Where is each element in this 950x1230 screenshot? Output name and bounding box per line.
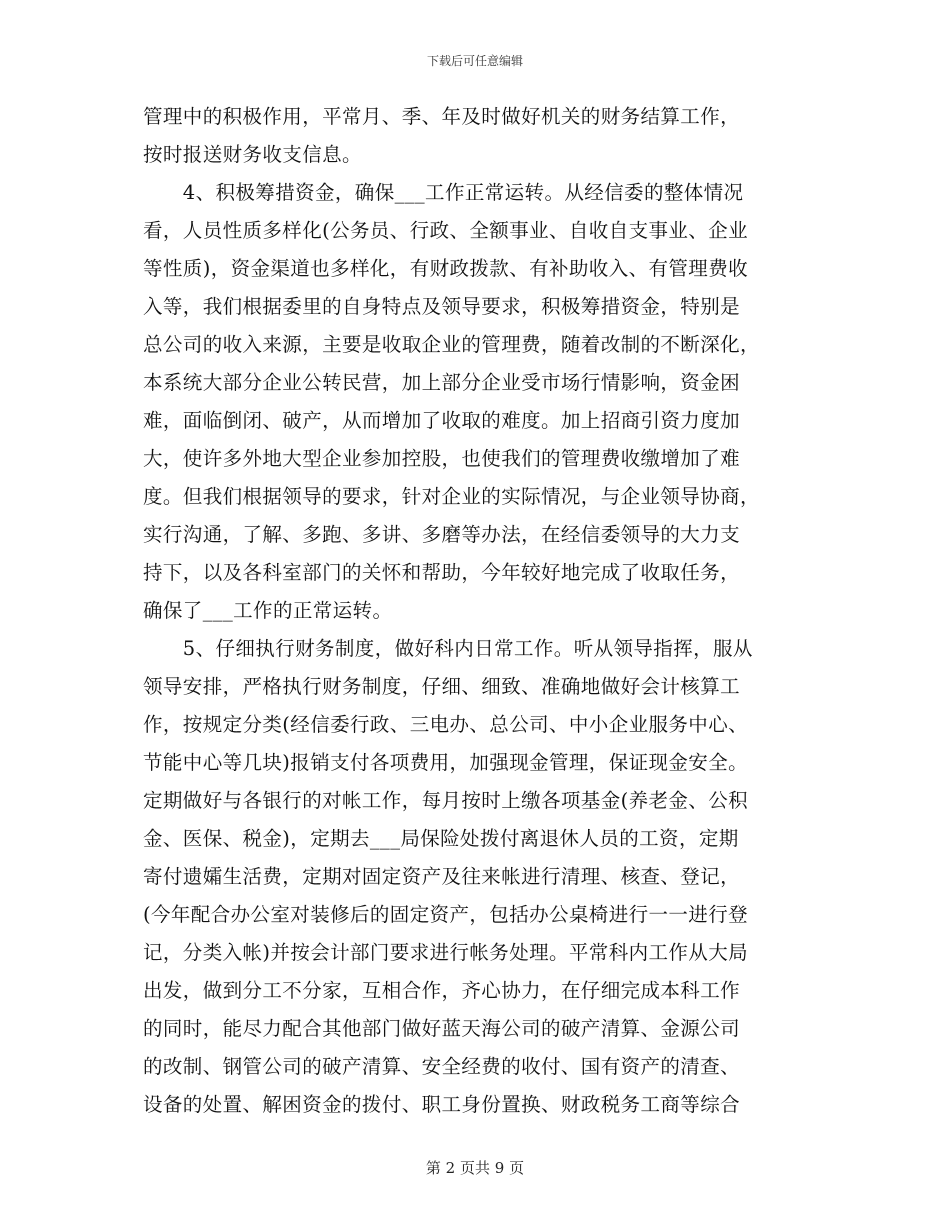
text-line: 确保了___工作的正常运转。 — [143, 599, 393, 622]
text-line: 按时报送财务收支信息。 — [143, 143, 362, 166]
text-line: 寄付遗孀生活费，定期对固定资产及往来帐进行清理、核查、登记， — [143, 865, 741, 888]
text-line: 4、积极筹措资金，确保___工作正常运转。从经信委的整体情况 — [143, 181, 744, 204]
text-line: 金、医保、税金)，定期去___局保险处拨付离退休人员的工资，定期 — [143, 827, 739, 850]
text-line: 领导安排，严格执行财务制度，仔细、细致、准确地做好会计核算工 — [143, 675, 741, 698]
text-line: 实行沟通，了解、多跑、多讲、多磨等办法，在经信委领导的大力支 — [143, 523, 741, 546]
text-line: 出发，做到分工不分家，互相合作，齐心协力，在仔细完成本科工作 — [143, 979, 741, 1002]
text-line: 节能中心等几块)报销支付各项费用，加强现金管理，保证现金安全。 — [143, 751, 749, 774]
text-line: 本系统大部分企业公转民营，加上部分企业受市场行情影响，资金困 — [143, 371, 741, 394]
page-header: 下载后可任意编辑 — [426, 54, 523, 68]
text-line: 持下，以及各科室部门的关怀和帮助，今年较好地完成了收取任务， — [143, 561, 741, 584]
text-line: 等性质)，资金渠道也多样化，有财政拨款、有补助收入、有管理费收 — [143, 257, 749, 280]
text-line: 记，分类入帐)并按会计部门要求进行帐务处理。平常科内工作从大局 — [143, 941, 749, 964]
text-line: 的改制、钢管公司的破产清算、安全经费的收付、国有资产的清查、 — [143, 1055, 741, 1078]
text-line: 难，面临倒闭、破产，从而增加了收取的难度。加上招商引资力度加 — [143, 409, 741, 432]
text-line: 作，按规定分类(经信委行政、三电办、总公司、中小企业服务中心、 — [143, 713, 749, 736]
text-line: 入等，我们根据委里的自身特点及领导要求，积极筹措资金，特别是 — [143, 295, 741, 318]
document-body — [143, 98, 813, 1124]
text-line: 的同时，能尽力配合其他部门做好蓝天海公司的破产清算、金源公司 — [143, 1017, 741, 1040]
page-footer: 第 2 页共 9 页 — [425, 1159, 525, 1177]
text-line: 定期做好与各银行的对帐工作，每月按时上缴各项基金(养老金、公积 — [143, 789, 749, 812]
text-line: 度。但我们根据领导的要求，针对企业的实际情况，与企业领导协商， — [143, 485, 760, 508]
text-line: 5、仔细执行财务制度，做好科内日常工作。听从领导指挥，服从 — [143, 637, 753, 660]
text-line: 看，人员性质多样化(公务员、行政、全额事业、自收自支事业、企业 — [143, 219, 749, 242]
text-line: (今年配合办公室对装修后的固定资产，包括办公桌椅进行一一进行登 — [143, 903, 749, 926]
text-line: 管理中的积极作用，平常月、季、年及时做好机关的财务结算工作， — [143, 105, 741, 128]
text-line: 大，使许多外地大型企业参加控股，也使我们的管理费收缴增加了难 — [143, 447, 741, 470]
text-line: 总公司的收入来源，主要是收取企业的管理费，随着改制的不断深化， — [143, 333, 760, 356]
text-line: 设备的处置、解困资金的拨付、职工身份置换、财政税务工商等综合 — [143, 1093, 741, 1116]
